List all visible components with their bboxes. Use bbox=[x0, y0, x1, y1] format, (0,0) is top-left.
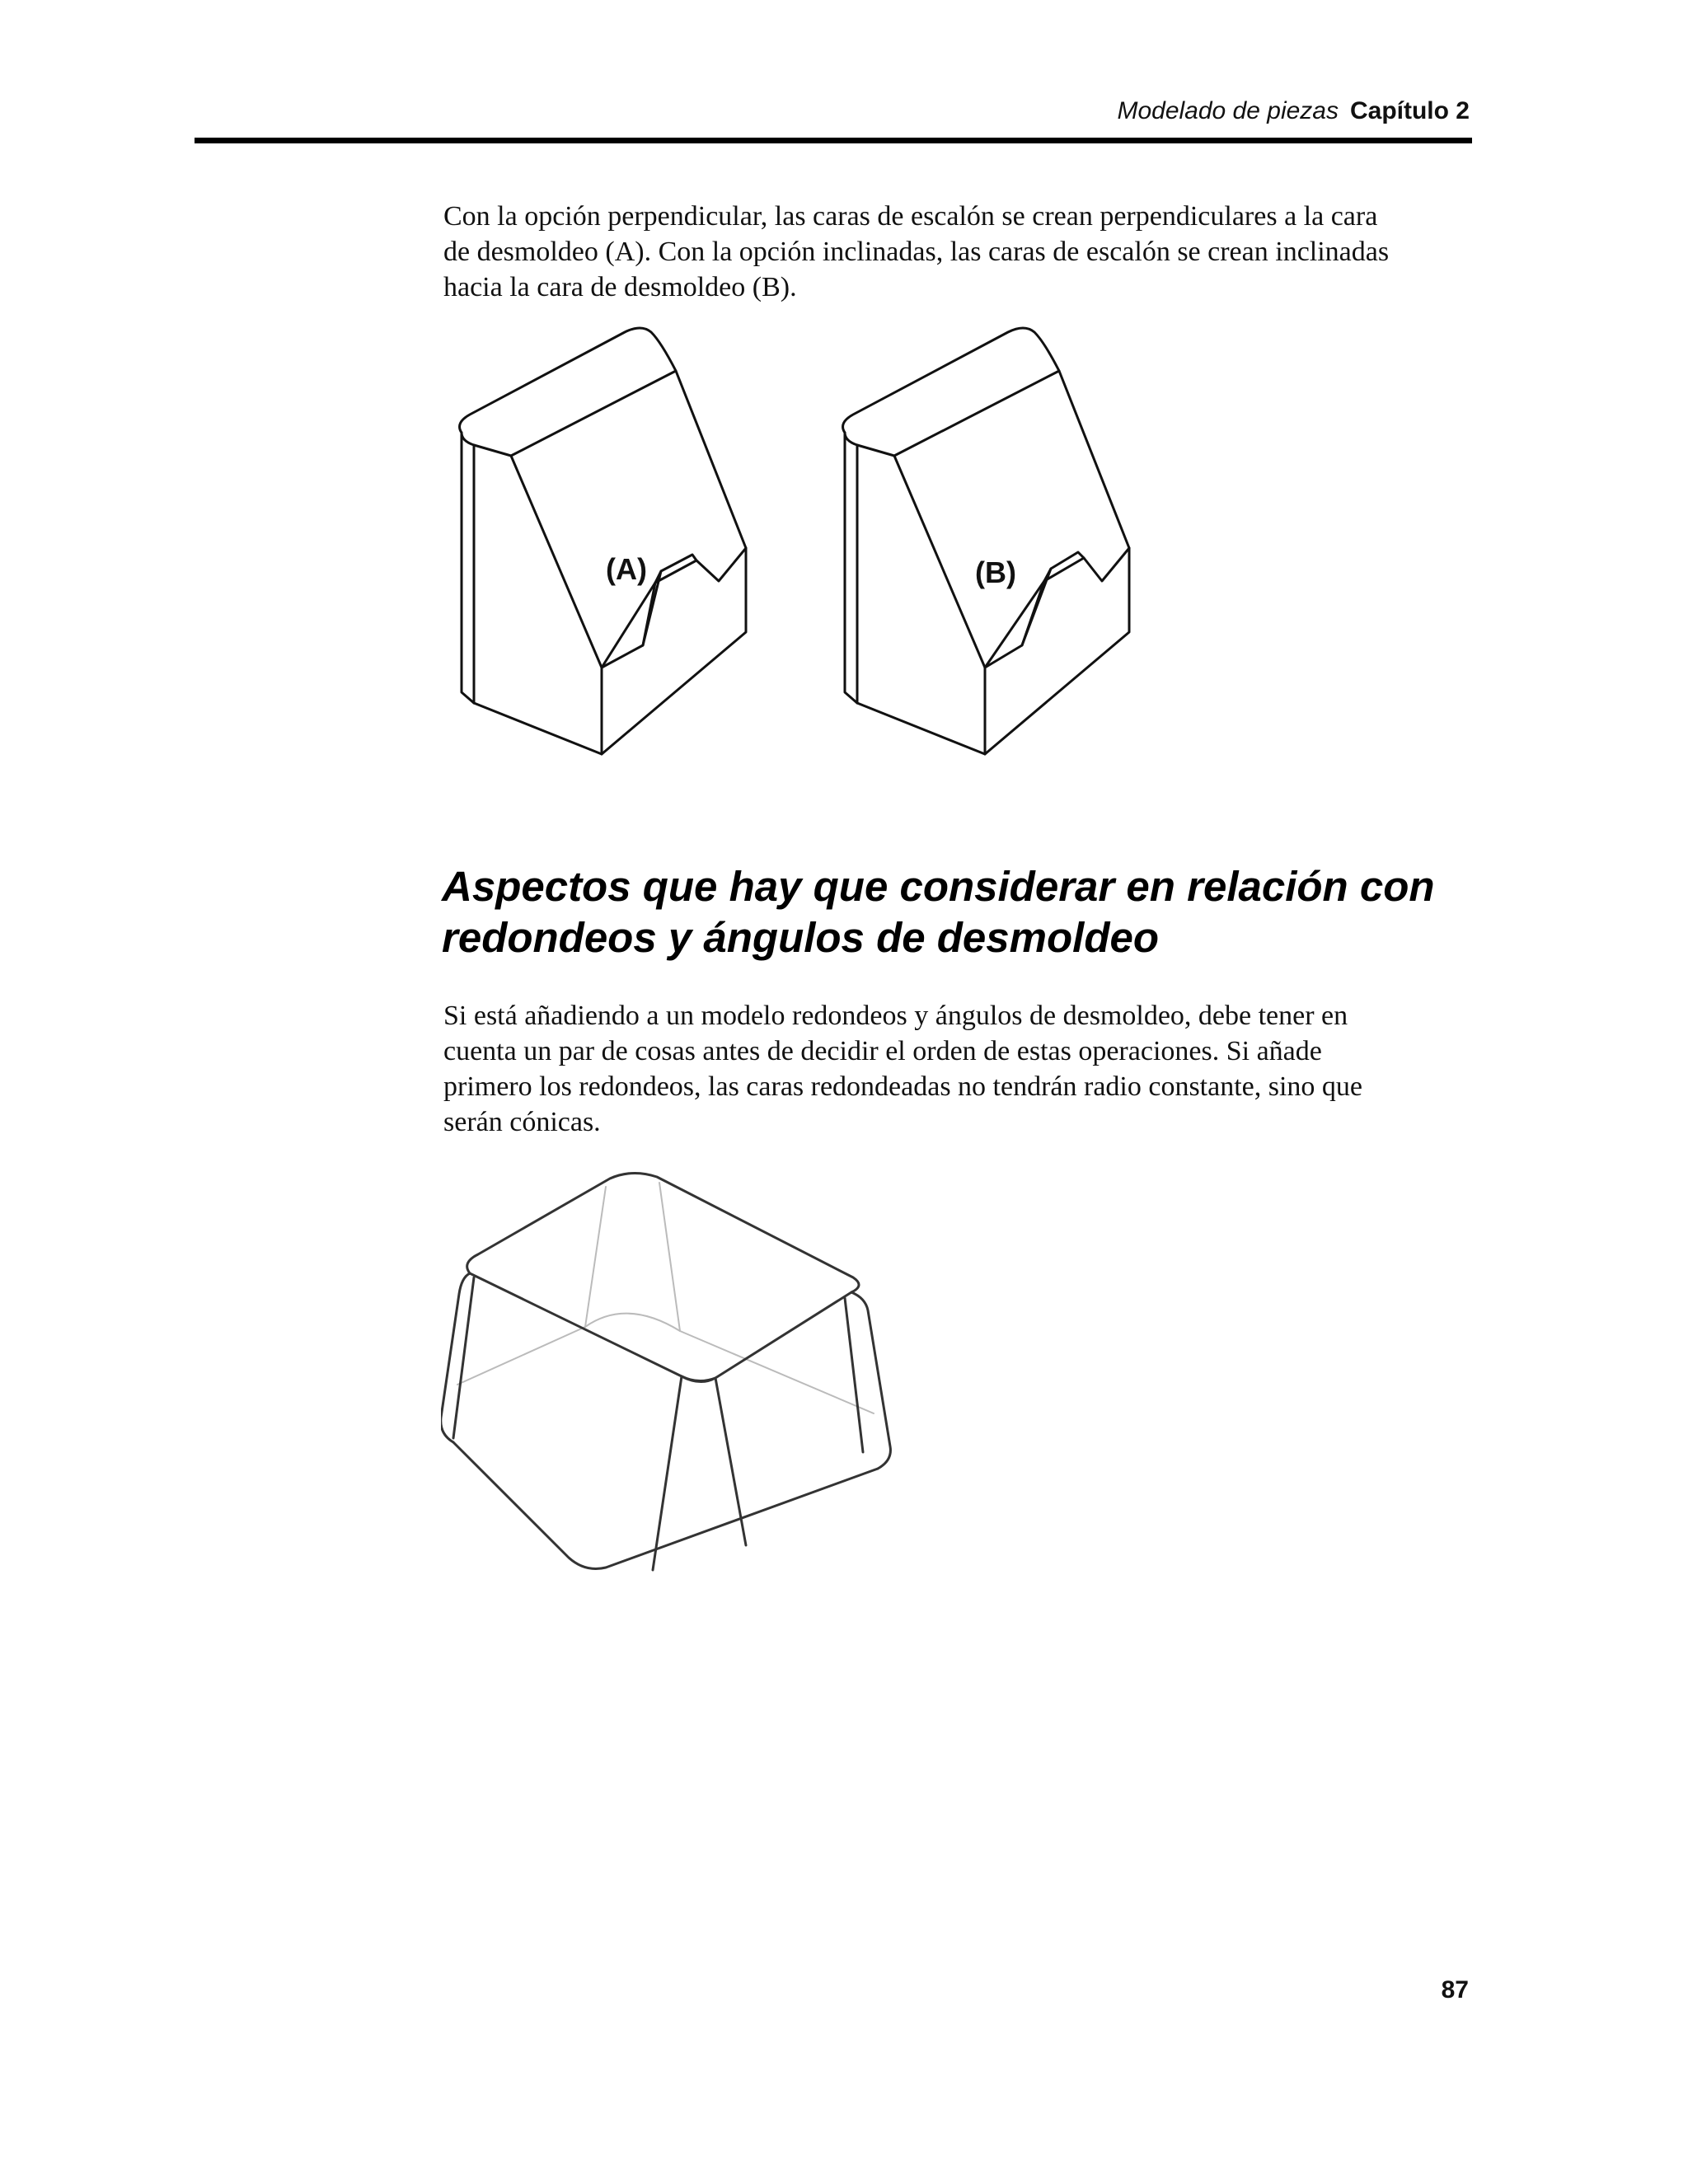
section-paragraph-line: serán cónicas. bbox=[443, 1107, 601, 1137]
part-a-drawing bbox=[460, 328, 746, 754]
header-section-title: Modelado de piezas bbox=[1117, 97, 1339, 124]
section-paragraph-line: cuenta un par de cosas antes de decidir el orden de estas operaciones. Si añade bbox=[443, 1036, 1322, 1066]
stepped-parts-figure bbox=[445, 317, 1203, 762]
section-heading bbox=[442, 861, 1513, 963]
running-header bbox=[1117, 97, 1470, 125]
label-b: (B) bbox=[975, 555, 1016, 589]
section-paragraph bbox=[443, 998, 1482, 1140]
header-chapter: Capítulo 2 bbox=[1349, 97, 1470, 124]
intro-paragraph-line: de desmoldeo (A). Con la opción inclinadas, las caras de escalón se crean inclinadas bbox=[443, 237, 1390, 267]
header-rule bbox=[195, 138, 1472, 143]
section-paragraph-line: Si está añadiendo a un modelo redondeos y ángulos de desmoldeo, debe tener en bbox=[443, 1001, 1348, 1031]
rounded-draft-box-figure bbox=[441, 1162, 903, 1582]
section-heading-line: redondeos y ángulos de desmoldeo bbox=[442, 914, 1159, 961]
intro-paragraph bbox=[443, 199, 1482, 305]
page-number: 87 bbox=[1441, 1976, 1469, 2004]
section-heading-line: Aspectos que hay que considerar en relación con bbox=[442, 863, 1435, 910]
intro-paragraph-line: Con la opción perpendicular, las caras de escalón se crean perpendiculares a la cara bbox=[443, 201, 1378, 232]
label-a: (A) bbox=[606, 552, 647, 586]
intro-paragraph-line: hacia la cara de desmoldeo (B). bbox=[443, 272, 797, 302]
part-b-drawing bbox=[843, 328, 1129, 754]
section-paragraph-line: primero los redondeos, las caras redondeadas no tendrán radio constante, sino que bbox=[443, 1071, 1363, 1102]
